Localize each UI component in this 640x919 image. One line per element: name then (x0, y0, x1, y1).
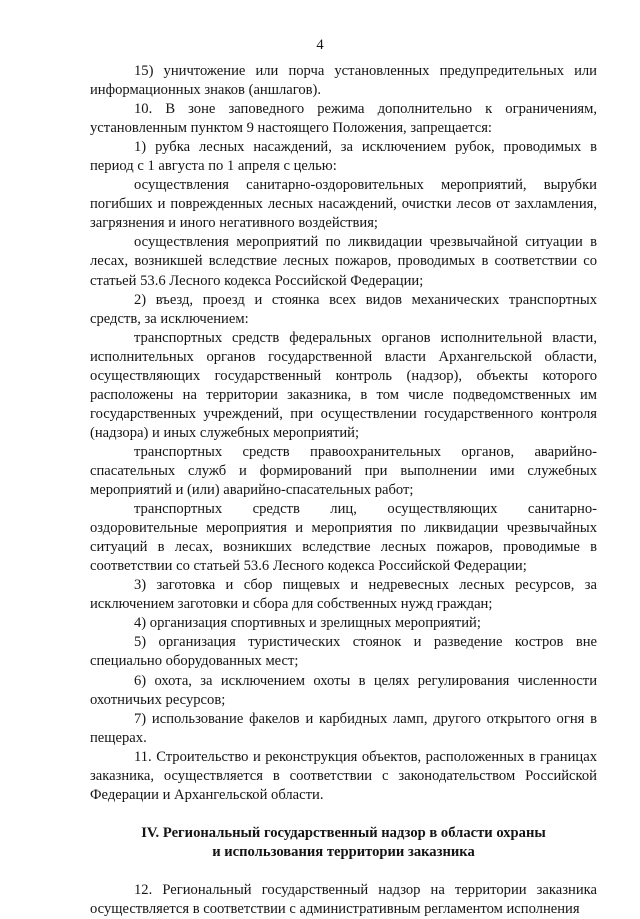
paragraph: 10. В зоне заповедного режима дополнительно к ограничениям, установленным пунктом 9 настоящего Положения, запрещается: (90, 101, 597, 137)
paragraph: 7) использование факелов и карбидных ламп, другого открытого огня в пещерах. (90, 710, 597, 746)
paragraph: 3) заготовка и сбор пищевых и недревесных лесных ресурсов, за исключением заготовки и сбора для собственных нужд граждан; (90, 577, 597, 613)
section-heading-line: IV. Региональный государственный надзор в области охраны (141, 824, 546, 841)
paragraph: 4) организация спортивных и зрелищных мероприятий; (134, 615, 481, 632)
paragraph: 6) охота, за исключением охоты в целях регулирования численности охотничьих ресурсов; (90, 672, 597, 708)
section-heading (90, 824, 597, 862)
paragraph: транспортных средств лиц, осуществляющих санитарно-оздоровительные мероприятия и мероприятия по ликвидации чрезвычайных ситуаций в лесах, возникших вследствие лесных пожаров, проводимые в соответствии со статьей 53.6 Лесного кодекса Российской Федерации; (90, 501, 597, 575)
paragraph: транспортных средств федеральных органов исполнительной власти, исполнительных органов государственной власти Архангельской области, осуществляющих государственный контроль (надзор), объекты которого расположены на территории заказника, в том числе подведомственных им государственных учреждений, при осуществлении государственного контроля (надзора) и иных служебных мероприятий; (90, 329, 597, 441)
paragraph: 15) уничтожение или порча установленных предупредительных или информационных знаков (аншлагов). (90, 63, 597, 99)
section-heading-line: и использования территории заказника (212, 843, 475, 860)
page-number: 4 (316, 37, 324, 53)
paragraph: осуществления мероприятий по ликвидации чрезвычайной ситуации в лесах, возникшей вследствие лесных пожаров, проводимых в соответствии со статьей 53.6 Лесного кодекса Российской Федерации; (90, 234, 597, 289)
paragraph: 12. Региональный государственный надзор на территории заказника осуществляется в соответствии с административным регламентом исполнения (90, 881, 597, 917)
paragraph: 2) въезд, проезд и стоянка всех видов механических транспортных средств, за исключением: (90, 291, 597, 327)
paragraph: 1) рубка лесных насаждений, за исключением рубок, проводимых в период с 1 августа по 1 апреля с целью: (90, 139, 597, 175)
paragraph: осуществления санитарно-оздоровительных мероприятий, вырубки погибших и поврежденных лесных насаждений, очистки лесов от захламления, загрязнения и иного негативного воздействия; (90, 177, 597, 232)
paragraph: 11. Строительство и реконструкция объектов, расположенных в границах заказника, осуществляется в соответствии с законодательством Российской Федерации и Архангельской области. (90, 748, 597, 803)
paragraph: транспортных средств правоохранительных органов, аварийно-спасательных служб и формирований при выполнении ими служебных мероприятий и (или) аварийно-спасательных работ; (90, 443, 597, 499)
paragraph: 5) организация туристических стоянок и разведение костров вне специально оборудованных мест; (90, 634, 597, 670)
document-body (90, 62, 597, 919)
